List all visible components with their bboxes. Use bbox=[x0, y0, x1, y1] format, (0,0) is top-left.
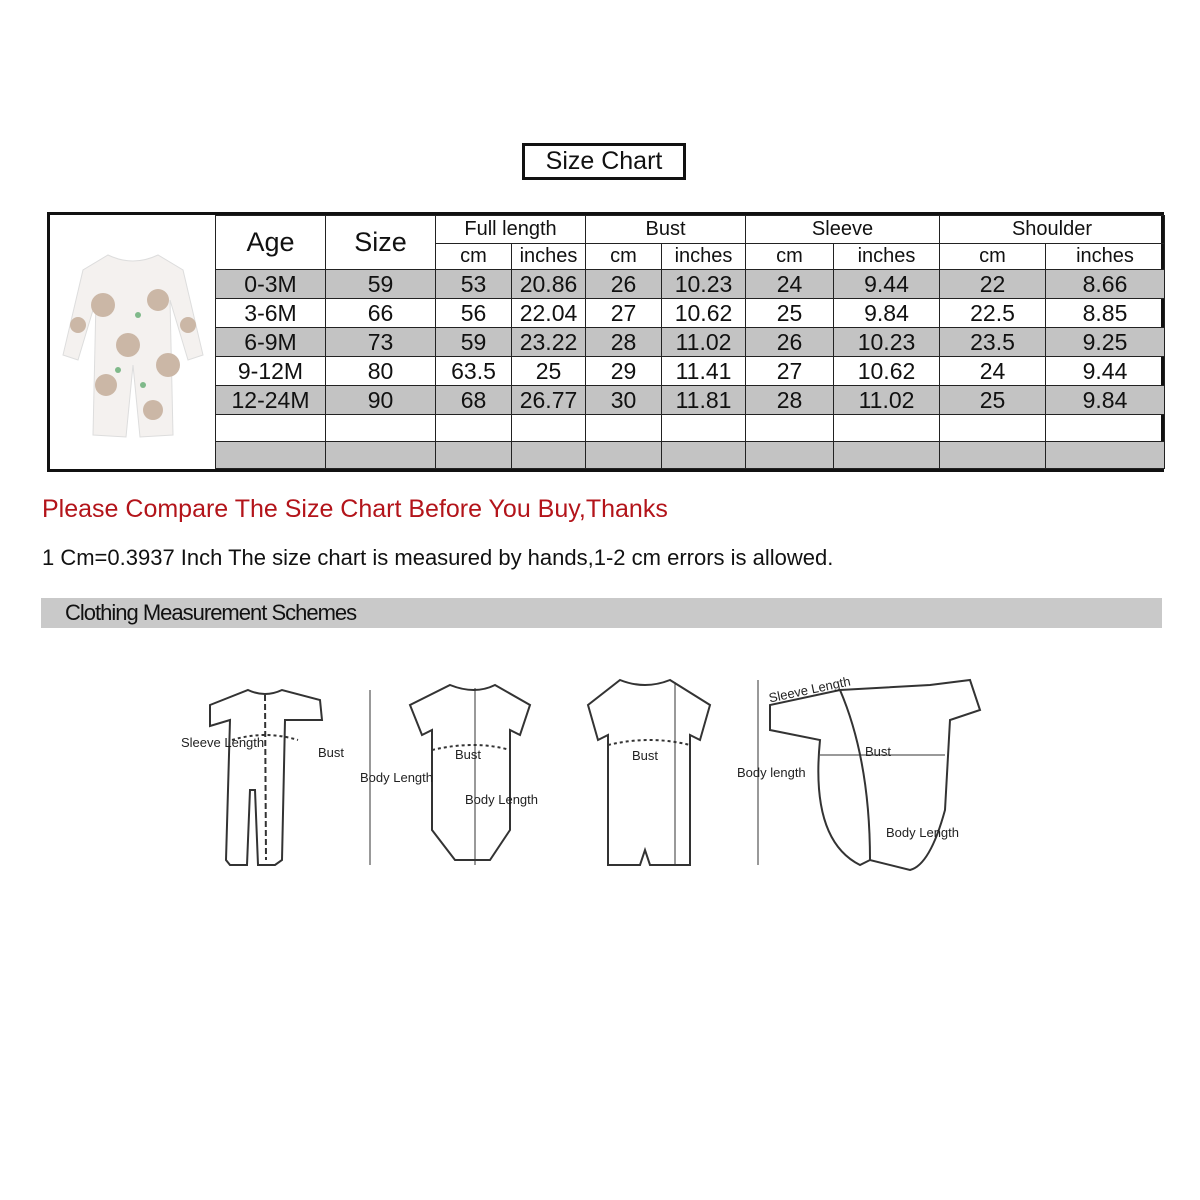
size-table bbox=[215, 215, 1165, 469]
label-body-length: Body Length bbox=[465, 792, 539, 807]
cell-size: 73 bbox=[326, 328, 436, 357]
label-sleeve-length: Sleeve Length bbox=[767, 673, 852, 706]
label-body-length: Body length bbox=[737, 765, 806, 780]
cell-bust-cm: 30 bbox=[586, 386, 662, 415]
header-cm: cm bbox=[586, 244, 662, 270]
cell-age: 9-12M bbox=[216, 357, 326, 386]
cell-sl-in: 9.84 bbox=[834, 299, 940, 328]
sleepsuit-diagram bbox=[210, 690, 370, 865]
size-chart-table-box bbox=[47, 212, 1164, 472]
cell-fl-in: 23.22 bbox=[512, 328, 586, 357]
measurement-diagrams bbox=[170, 660, 990, 895]
cell-fl-cm: 53 bbox=[436, 270, 512, 299]
cell-fl-cm: 63.5 bbox=[436, 357, 512, 386]
table-row bbox=[216, 299, 1165, 328]
cell-fl-cm: 56 bbox=[436, 299, 512, 328]
cell-sh-in: 8.66 bbox=[1046, 270, 1165, 299]
cell-age: 3-6M bbox=[216, 299, 326, 328]
cell-sl-cm: 28 bbox=[746, 386, 834, 415]
cell-size: 80 bbox=[326, 357, 436, 386]
cell-sh-in: 9.84 bbox=[1046, 386, 1165, 415]
header-sleeve: Sleeve bbox=[746, 216, 940, 244]
table-row bbox=[216, 357, 1165, 386]
cell-fl-cm: 68 bbox=[436, 386, 512, 415]
header-age: Age bbox=[216, 216, 326, 270]
cell-sl-in: 9.44 bbox=[834, 270, 940, 299]
cell-sl-in: 10.23 bbox=[834, 328, 940, 357]
cell-bust-in: 10.23 bbox=[662, 270, 746, 299]
cell-sl-cm: 27 bbox=[746, 357, 834, 386]
cell-sh-cm: 24 bbox=[940, 357, 1046, 386]
cell-bust-cm: 27 bbox=[586, 299, 662, 328]
koala-romper-photo bbox=[58, 245, 208, 445]
table-row bbox=[216, 386, 1165, 415]
cell-sh-in: 8.85 bbox=[1046, 299, 1165, 328]
cell-bust-cm: 28 bbox=[586, 328, 662, 357]
label-bust: Bust bbox=[865, 744, 892, 759]
cell-bust-in: 10.62 bbox=[662, 299, 746, 328]
label-bust: Bust bbox=[632, 748, 659, 763]
measurement-note: 1 Cm=0.3937 Inch The size chart is measured by hands,1-2 cm errors is allowed. bbox=[42, 545, 834, 570]
header-inches: inches bbox=[1046, 244, 1165, 270]
size-chart-title: Size Chart bbox=[522, 143, 686, 180]
label-bust: Bust bbox=[318, 745, 345, 760]
cell-size: 66 bbox=[326, 299, 436, 328]
label-body-length: Body Length bbox=[886, 825, 960, 840]
header-size: Size bbox=[326, 216, 436, 270]
header-cm: cm bbox=[746, 244, 834, 270]
cell-size: 90 bbox=[326, 386, 436, 415]
cell-sh-cm: 23.5 bbox=[940, 328, 1046, 357]
header-cm: cm bbox=[940, 244, 1046, 270]
header-cm: cm bbox=[436, 244, 512, 270]
cell-bust-in: 11.02 bbox=[662, 328, 746, 357]
cell-sh-cm: 22 bbox=[940, 270, 1046, 299]
cell-fl-in: 26.77 bbox=[512, 386, 586, 415]
cell-bust-in: 11.41 bbox=[662, 357, 746, 386]
header-bust: Bust bbox=[586, 216, 746, 244]
label-sleeve-length: Sleeve Length bbox=[181, 735, 265, 750]
cell-bust-cm: 29 bbox=[586, 357, 662, 386]
cell-sl-cm: 25 bbox=[746, 299, 834, 328]
table-row bbox=[216, 328, 1165, 357]
cell-sh-cm: 22.5 bbox=[940, 299, 1046, 328]
cell-fl-in: 22.04 bbox=[512, 299, 586, 328]
cell-age: 0-3M bbox=[216, 270, 326, 299]
compare-notice: Please Compare The Size Chart Before You Buy,Thanks bbox=[42, 495, 668, 523]
garment-outlines bbox=[170, 660, 990, 890]
cell-sh-cm: 25 bbox=[940, 386, 1046, 415]
cell-fl-cm: 59 bbox=[436, 328, 512, 357]
header-inches: inches bbox=[834, 244, 940, 270]
cell-bust-cm: 26 bbox=[586, 270, 662, 299]
section-title: Clothing Measurement Schemes bbox=[65, 600, 357, 625]
header-inches: inches bbox=[512, 244, 586, 270]
cell-fl-in: 20.86 bbox=[512, 270, 586, 299]
label-body-length: Body Length bbox=[360, 770, 434, 785]
header-full-length: Full length bbox=[436, 216, 586, 244]
cell-sl-cm: 26 bbox=[746, 328, 834, 357]
cell-age: 12-24M bbox=[216, 386, 326, 415]
cell-age: 6-9M bbox=[216, 328, 326, 357]
cell-sl-in: 10.62 bbox=[834, 357, 940, 386]
cell-sh-in: 9.25 bbox=[1046, 328, 1165, 357]
cell-fl-in: 25 bbox=[512, 357, 586, 386]
header-shoulder: Shoulder bbox=[940, 216, 1165, 244]
cell-sh-in: 9.44 bbox=[1046, 357, 1165, 386]
cell-bust-in: 11.81 bbox=[662, 386, 746, 415]
table-row bbox=[216, 270, 1165, 299]
cell-sl-cm: 24 bbox=[746, 270, 834, 299]
cell-size: 59 bbox=[326, 270, 436, 299]
label-bust: Bust bbox=[455, 747, 482, 762]
section-band bbox=[41, 598, 1162, 628]
shortall-diagram bbox=[588, 680, 758, 865]
header-inches: inches bbox=[662, 244, 746, 270]
cell-sl-in: 11.02 bbox=[834, 386, 940, 415]
